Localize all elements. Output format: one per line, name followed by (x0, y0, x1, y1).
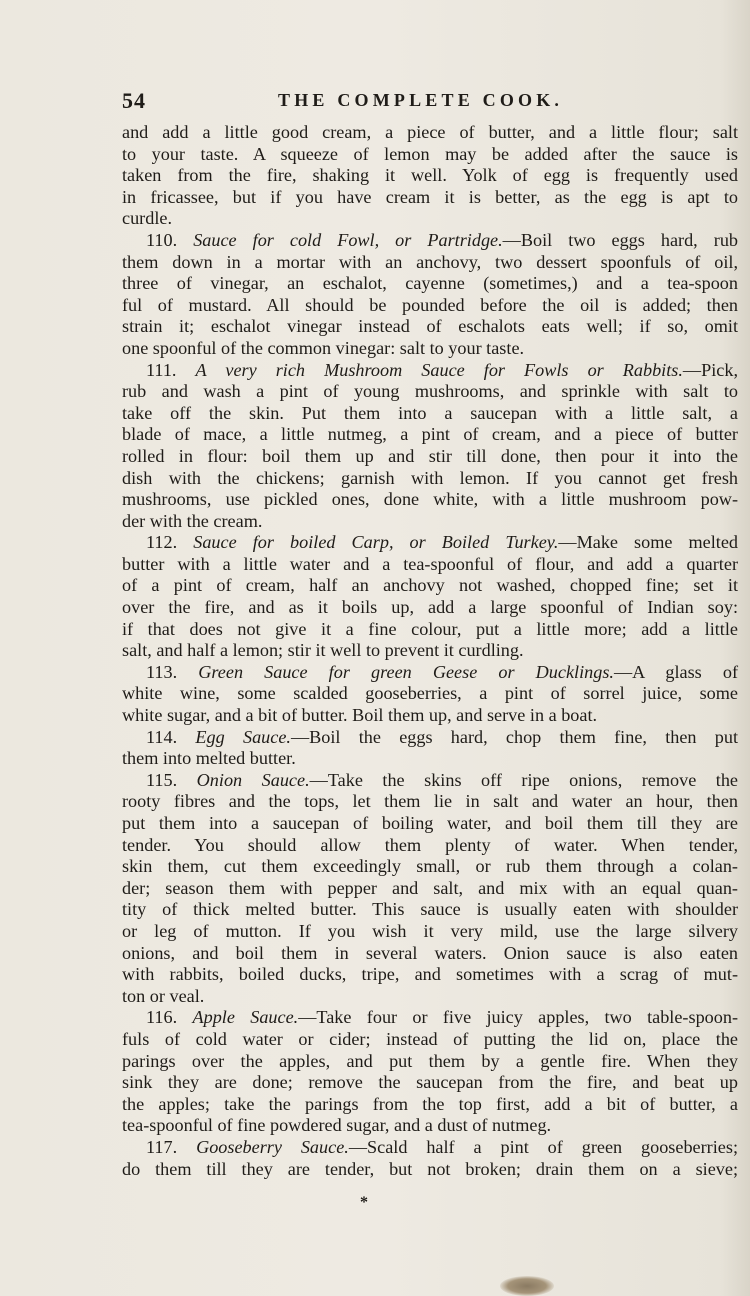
text-line: blade of mace, a little nutmeg, a pint of cream, and a piece of butter (122, 424, 738, 445)
recipe-number: 113. (146, 661, 178, 682)
text-line: ful of mustard. All should be pounded before the oil is added; then (122, 294, 738, 315)
recipe-entry (122, 532, 738, 662)
text-line: of a pint of cream, half an anchovy not washed, chopped fine; set it (122, 575, 738, 596)
recipe-list (122, 230, 738, 1180)
recipe-number: 115. (146, 769, 178, 790)
text-line: if that does not give it a fine colour, put a little more; add a little (122, 618, 738, 639)
recipe-heading-line (122, 532, 738, 554)
recipe-text (122, 122, 738, 1180)
text-line: taken from the fire, shaking it well. Yolk of egg is frequently used (122, 165, 738, 186)
text-line: to your taste. A squeeze of lemon may be added after the sauce is (122, 143, 738, 164)
recipe-title: Onion Sauce. (196, 769, 310, 790)
running-title: THE COMPLETE COOK. (278, 90, 564, 110)
recipe-entry (122, 727, 738, 770)
recipe-text-start: —Make some melted (558, 532, 739, 553)
recipe-number: 110. (146, 229, 178, 250)
text-line: mushrooms, use pickled ones, done white, with a little mushroom pow- (122, 489, 738, 510)
recipe-title: Sauce for cold Fowl, or Partridge. (193, 229, 503, 250)
text-line: three of vinegar, an eschalot, cayenne (sometimes,) and a tea-spoon (122, 273, 738, 294)
recipe-number: 111. (146, 359, 177, 380)
page-header (122, 88, 742, 114)
page-stain (500, 1276, 554, 1296)
recipe-text-start: —Take four or five juicy apples, two table-spoon- (298, 1007, 738, 1028)
recipe-entry (122, 360, 738, 533)
text-line: curdle. (122, 208, 172, 229)
text-line: skin them, cut them exceedingly small, or rub them through a colan- (122, 856, 738, 877)
text-line: parings over the apples, and put them by a gentle fire. When they (122, 1050, 738, 1071)
recipe-text-start: —Boil two eggs hard, rub (502, 229, 739, 250)
recipe-title: Gooseberry Sauce. (196, 1136, 349, 1157)
recipe-entry (122, 1137, 738, 1180)
recipe-text-start: —Pick, (682, 359, 738, 380)
recipe-entry (122, 662, 738, 727)
text-line: with rabbits, boiled ducks, tripe, and sometimes with a scrag of mut- (122, 964, 738, 985)
recipe-entry (122, 230, 738, 360)
text-line: over the fire, and as it boils up, add a large spoonful of Indian soy: (122, 597, 738, 618)
recipe-text-start: —Scald half a pint of green gooseberries; (348, 1136, 738, 1157)
text-line: or leg of mutton. If you wish it very mild, use the large silvery (122, 920, 738, 941)
recipe-heading-line (122, 727, 738, 749)
text-line: tity of thick melted butter. This sauce is usually eaten with shoulder (122, 899, 738, 920)
text-line: onions, and boil them in several waters. Onion sauce is also eaten (122, 942, 738, 963)
text-line: the apples; take the parings from the top first, add a bit of butter, a (122, 1093, 738, 1114)
text-line: tea-spoonful of fine powdered sugar, and a dust of nutmeg. (122, 1115, 552, 1136)
text-line: butter with a little water and a tea-spoonful of flour, and add a quarter (122, 553, 738, 574)
recipe-number: 112. (146, 532, 178, 553)
recipe-entry (122, 1007, 738, 1137)
recipe-heading-line (122, 1137, 738, 1159)
text-line: strain it; eschalot vinegar instead of eschalots eats well; if so, omit (122, 316, 738, 337)
recipe-number: 116. (146, 1007, 178, 1028)
text-line: rub and wash a pint of young mushrooms, and sprinkle with salt to (122, 381, 738, 402)
text-line: take off the skin. Put them into a saucepan with a little salt, a (122, 402, 738, 423)
recipe-heading-line (122, 360, 738, 382)
text-line: der with the cream. (122, 510, 263, 531)
text-line: ton or veal. (122, 985, 205, 1006)
text-line: sink they are done; remove the saucepan from the fire, and beat up (122, 1072, 738, 1093)
text-line: them down in a mortar with an anchovy, two dessert spoonfuls of oil, (122, 251, 738, 272)
text-line: salt, and half a lemon; stir it well to prevent it curdling. (122, 640, 524, 661)
text-line: put them into a saucepan of boiling water, and boil them till they are (122, 813, 738, 833)
text-line: rooty fibres and the tops, let them lie in salt and water an hour, then (122, 791, 738, 812)
recipe-title: Green Sauce for green Geese or Ducklings. (198, 661, 614, 682)
text-line: tender. You should allow them plenty of water. When tender, (122, 834, 738, 855)
text-line: rolled in flour: boil them up and stir till done, then pour it into the (122, 445, 738, 466)
signature-mark: * (360, 1194, 368, 1211)
text-line: them into melted butter. (122, 748, 296, 769)
recipe-text-start: —Take the skins off ripe onions, remove the (309, 769, 739, 790)
recipe-heading-line (122, 770, 738, 792)
continuation-paragraph (122, 122, 738, 230)
recipe-heading-line (122, 662, 738, 684)
recipe-number: 114. (146, 726, 178, 747)
text-line: white wine, some scalded gooseberries, a pint of sorrel juice, some (122, 683, 738, 704)
text-line: fuls of cold water or cider; instead of putting the lid on, place the (122, 1028, 738, 1049)
recipe-entry (122, 770, 738, 1008)
recipe-title: Sauce for boiled Carp, or Boiled Turkey. (193, 532, 559, 553)
text-line: one spoonful of the common vinegar: salt to your taste. (122, 337, 525, 358)
recipe-title: A very rich Mushroom Sauce for Fowls or Rabbits. (195, 359, 683, 380)
recipe-text-start: —Boil the eggs hard, chop them fine, then put (290, 726, 739, 747)
text-line: and add a little good cream, a piece of butter, and a little flour; salt (122, 122, 738, 142)
recipe-heading-line (122, 230, 738, 252)
text-line: der; season them with pepper and salt, and mix with an equal quan- (122, 877, 738, 898)
recipe-title: Apple Sauce. (192, 1007, 299, 1028)
recipe-heading-line (122, 1007, 738, 1029)
recipe-text-start: —A glass of (613, 661, 739, 682)
text-line: do them till they are tender, but not broken; drain them on a sieve; (122, 1158, 738, 1179)
text-line: in fricassee, but if you have cream it is better, as the egg is apt to (122, 186, 738, 207)
recipe-title: Egg Sauce. (195, 726, 291, 747)
text-line: white sugar, and a bit of butter. Boil them up, and serve in a boat. (122, 705, 598, 726)
page-number: 54 (122, 88, 146, 113)
recipe-number: 117. (146, 1136, 178, 1157)
text-line: dish with the chickens; garnish with lemon. If you cannot get fresh (122, 467, 738, 488)
